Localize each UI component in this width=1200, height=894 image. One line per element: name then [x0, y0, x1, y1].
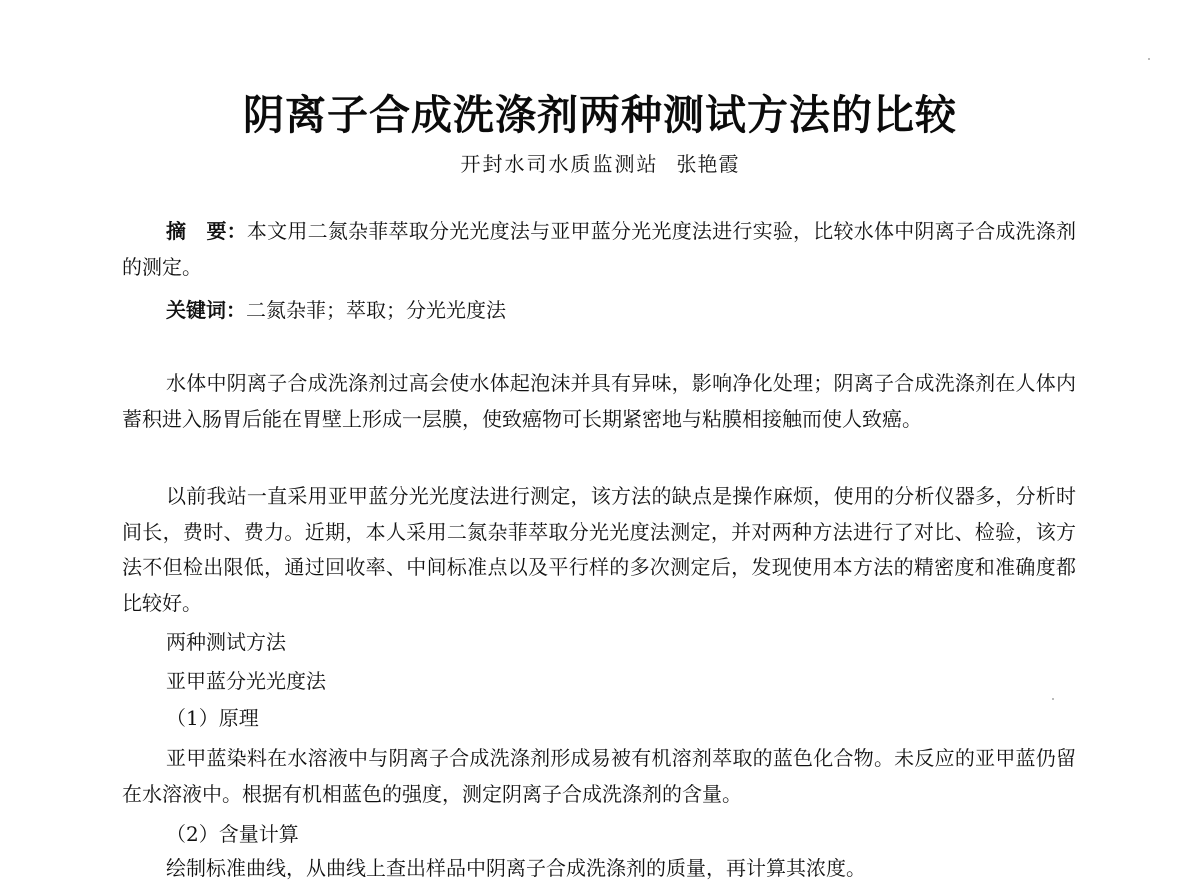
abstract-text: 本文用二氮杂菲萃取分光光度法与亚甲蓝分光光度法进行实验，比较水体中阴离子合成洗涤剂的测定。	[122, 219, 1077, 279]
abstract	[122, 214, 1076, 285]
body-paragraph-2: 以前我站一直采用亚甲蓝分光光度法进行测定，该方法的缺点是操作麻烦，使用的分析仪器多，分析时间长，费时、费力。近期，本人采用二氮杂菲萃取分光光度法测定，并对两种方法进行了对比、检验，该方法不但检出限低，通过回收率、中间标准点以及平行样的多次测定后，发现使用本方法的精密度和准确度都比较好。	[122, 484, 1076, 615]
keywords-text: 二氮杂菲；萃取；分光光度法	[246, 298, 506, 322]
affiliation: 开封水司水质监测站	[460, 152, 659, 176]
keywords-label: 关键词：	[166, 298, 246, 322]
subsection-heading-calculation: （2）含量计算	[166, 822, 299, 846]
author-name: 张艳霞	[676, 152, 740, 176]
body-paragraph-1: 水体中阴离子合成洗涤剂过高会使水体起泡沫并具有异味，影响净化处理；阴离子合成洗涤剂在人体内蓄积进入肠胃后能在胃壁上形成一层膜，使致癌物可长期紧密地与粘膜相接触而使人致癌。	[122, 371, 1076, 431]
subsection-heading-principle: （1）原理	[166, 706, 259, 730]
abstract-label: 摘 要：	[166, 219, 247, 243]
body-paragraph-4: 绘制标准曲线，从曲线上查出样品中阴离子合成洗涤剂的质量，再计算其浓度。	[166, 856, 866, 880]
keywords	[122, 293, 1076, 329]
scan-artifact	[1052, 698, 1054, 700]
subsection-heading-methylene-blue: 亚甲蓝分光光度法	[166, 669, 326, 693]
byline	[0, 148, 1200, 177]
scan-artifact	[1148, 58, 1150, 60]
body-paragraph-3: 亚甲蓝染料在水溶液中与阴离子合成洗涤剂形成易被有机溶剂萃取的蓝色化合物。未反应的亚甲蓝仍留在水溶液中。根据有机相蓝色的强度，测定阴离子合成洗涤剂的含量。	[122, 746, 1076, 806]
section-heading-methods: 两种测试方法	[166, 630, 286, 654]
paper-title: 阴离子合成洗涤剂两种测试方法的比较	[243, 91, 957, 139]
